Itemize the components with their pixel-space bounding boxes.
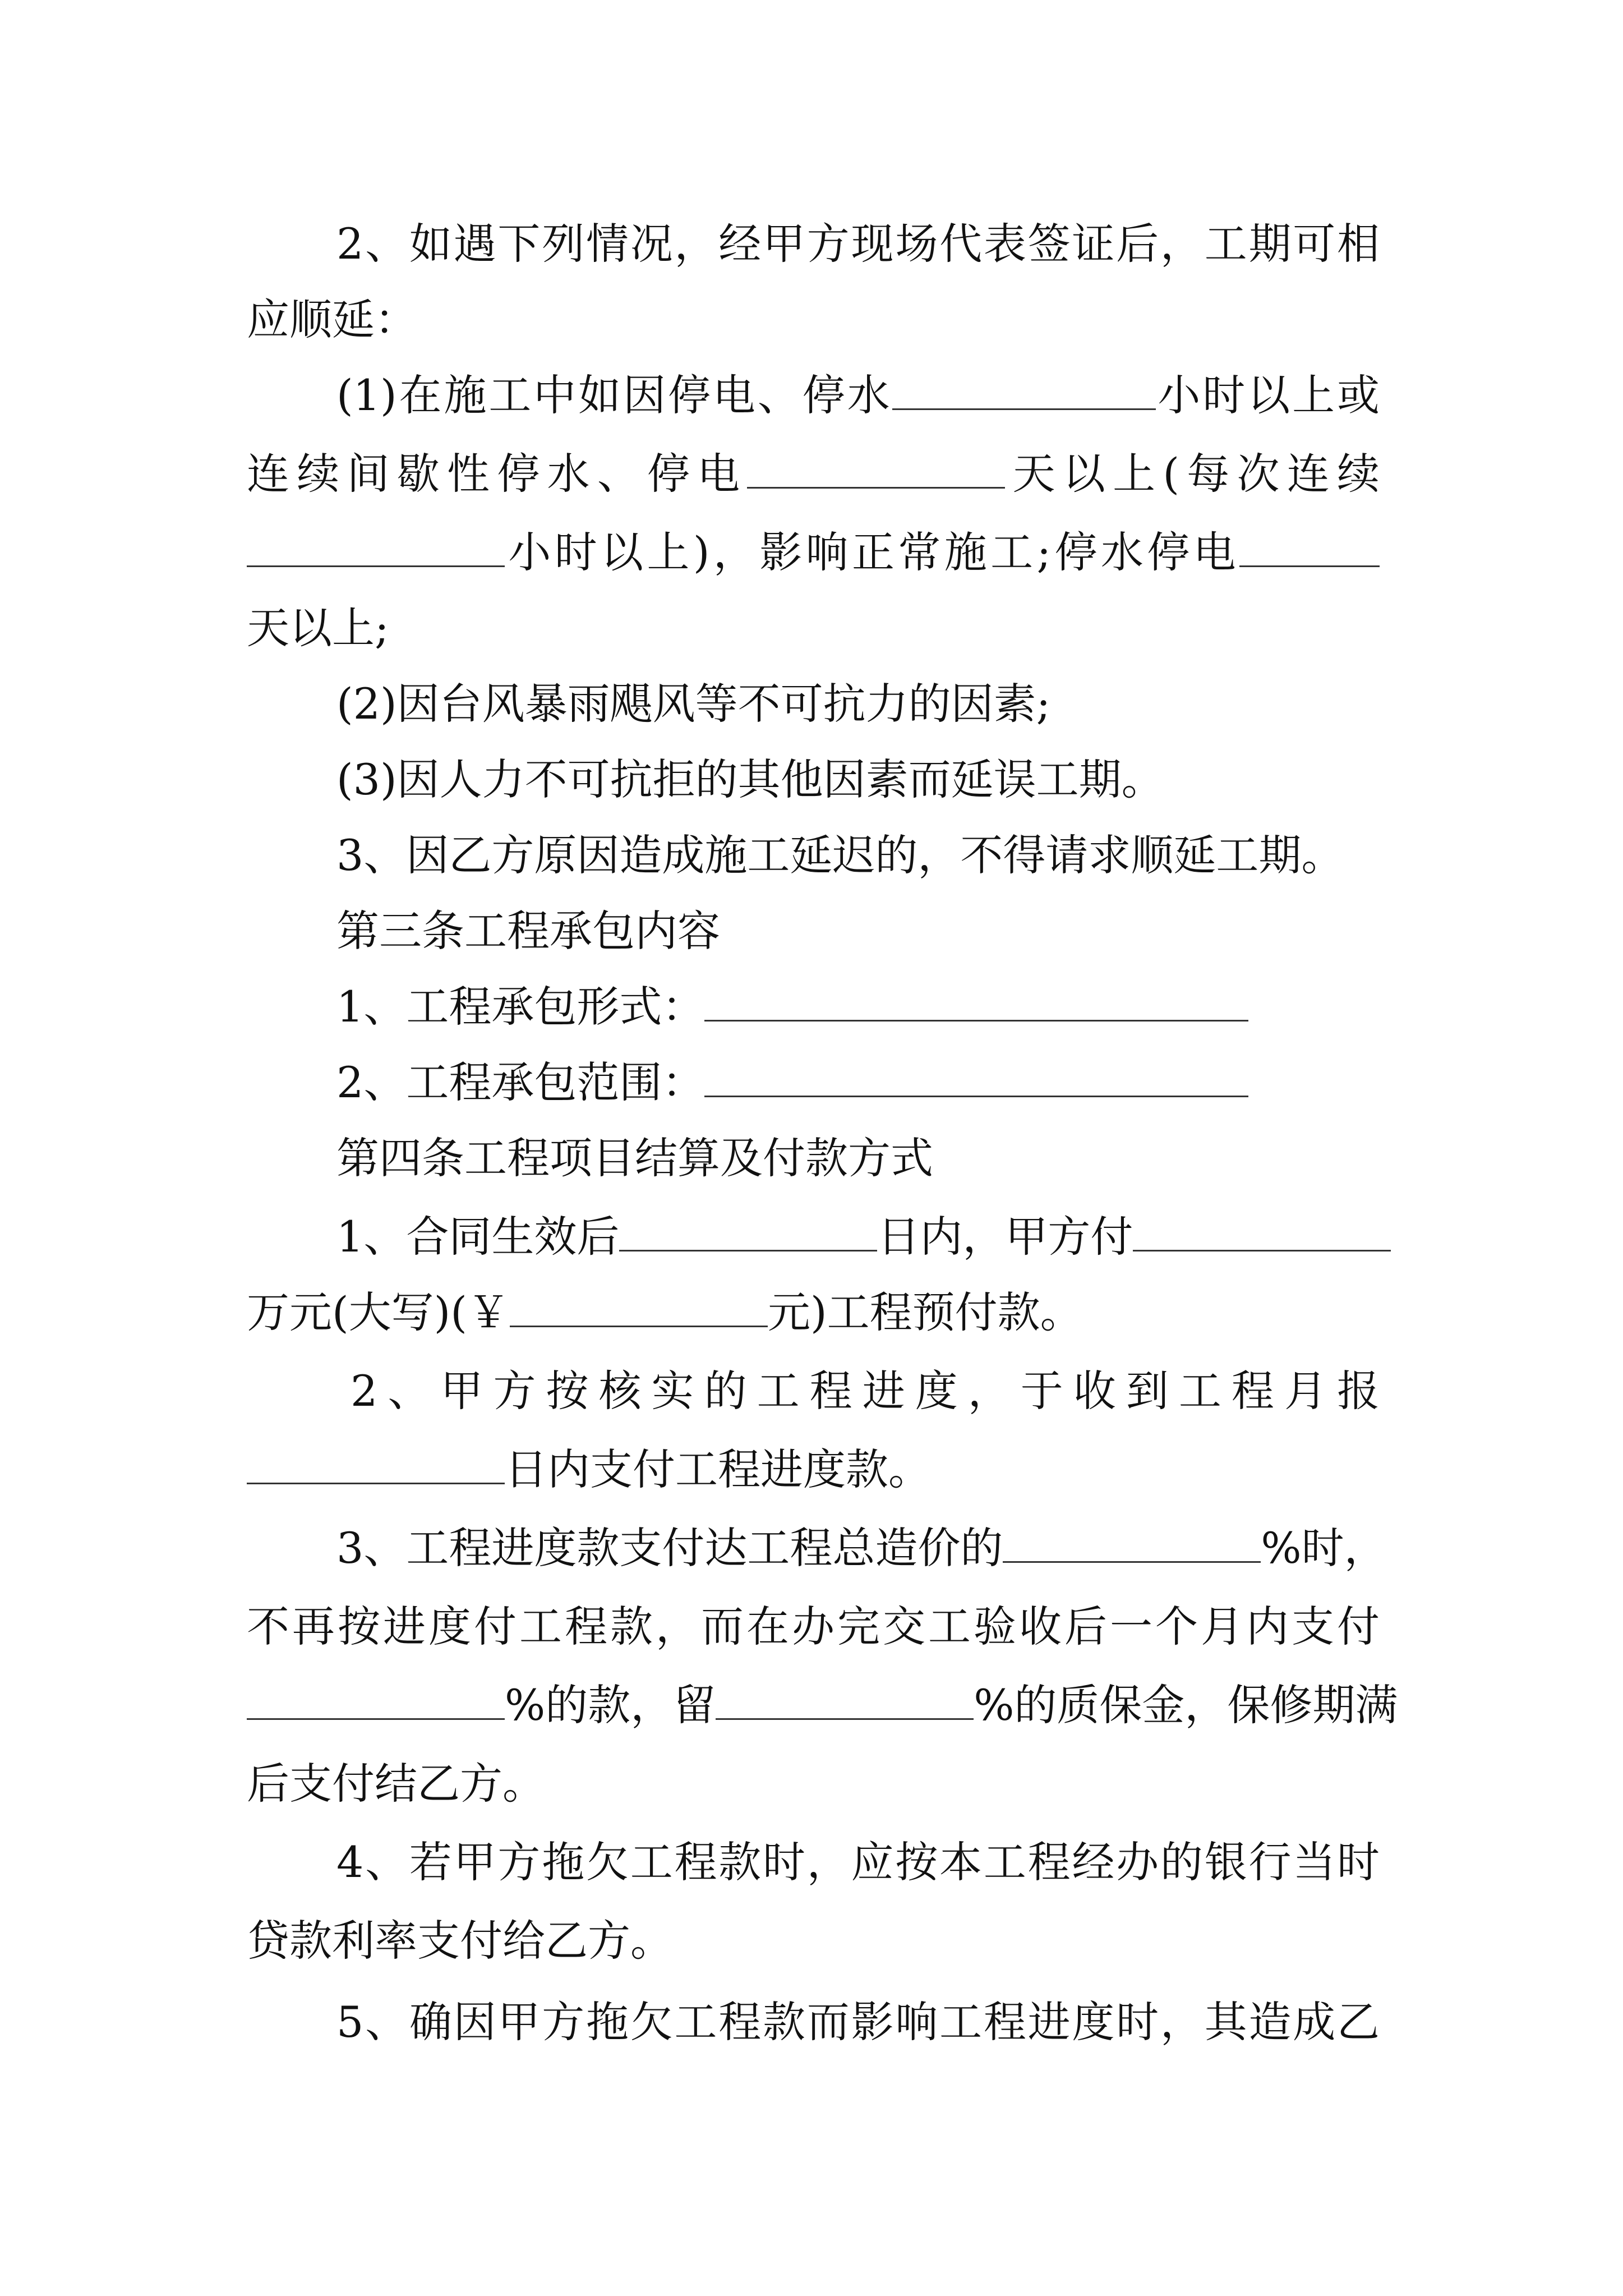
text-line bbox=[336, 1512, 1387, 1585]
text-line bbox=[336, 1826, 1380, 1899]
fill-in-blank bbox=[619, 1208, 877, 1251]
text: (3)因人力不可抗拒的其他因素而延误工期。 bbox=[336, 754, 1164, 804]
text-line bbox=[336, 1986, 1380, 2059]
text: %的款，留 bbox=[505, 1680, 716, 1730]
text: 2、甲方按核实的工程进度，于收到工程月报 bbox=[351, 1366, 1380, 1416]
text-line bbox=[247, 516, 1380, 589]
text: 应顺延： bbox=[247, 295, 417, 344]
text: 第三条工程承包内容 bbox=[336, 906, 720, 956]
section-heading bbox=[336, 1122, 1380, 1195]
text-line bbox=[247, 1590, 1380, 1663]
text-line bbox=[336, 819, 1380, 892]
text: (1)在施工中如因停电、停水 bbox=[336, 370, 892, 420]
text-line bbox=[336, 668, 1380, 740]
text-line bbox=[247, 283, 1380, 356]
text-line bbox=[247, 592, 1380, 665]
text: 元)工程预付款。 bbox=[767, 1287, 1083, 1337]
text: 天以上; bbox=[247, 603, 389, 653]
text: 小时以上)，影响正常施工;停水停电 bbox=[505, 527, 1239, 577]
text-line bbox=[247, 1747, 1380, 1820]
text: (2)因台风暴雨飓风等不可抗力的因素; bbox=[336, 679, 1051, 729]
text-line bbox=[351, 1355, 1380, 1428]
text: 贷款利率支付给乙方。 bbox=[247, 1916, 673, 1966]
text: 不再按进度付工程款，而在办完交工验收后一个月内支付 bbox=[247, 1602, 1380, 1651]
text: 1、工程承包形式： bbox=[336, 982, 705, 1032]
text-line bbox=[336, 359, 1380, 432]
text-line bbox=[336, 208, 1380, 280]
text: 2、如遇下列情况，经甲方现场代表签证后，工期可相 bbox=[336, 219, 1380, 269]
text: 5、确因甲方拖欠工程款而影响工程进度时，其造成乙 bbox=[336, 1997, 1380, 2047]
section-heading bbox=[336, 895, 1380, 968]
fill-in-blank bbox=[1003, 1520, 1261, 1563]
text: 后支付结乙方。 bbox=[247, 1759, 545, 1809]
text: 天以上(每次连续 bbox=[1005, 449, 1380, 499]
text: 小时以上或 bbox=[1155, 370, 1380, 420]
fill-in-blank bbox=[716, 1677, 974, 1720]
fill-in-blank bbox=[892, 367, 1156, 410]
fill-in-blank bbox=[247, 1677, 505, 1720]
text: 万元(大写)(￥ bbox=[247, 1287, 510, 1337]
text-line bbox=[247, 1276, 1380, 1349]
text: %的质保金，保修期满 bbox=[974, 1680, 1398, 1730]
text: 第四条工程项目结算及付款方式 bbox=[336, 1133, 933, 1183]
text: 3、工程进度款支付达工程总造价的 bbox=[336, 1523, 1003, 1573]
fill-in-blank bbox=[1133, 1208, 1391, 1251]
text: %时， bbox=[1261, 1523, 1387, 1573]
fill-in-blank bbox=[704, 978, 1248, 1022]
text-line bbox=[336, 1200, 1380, 1273]
fill-in-blank bbox=[510, 1284, 768, 1327]
text: 4、若甲方拖欠工程款时，应按本工程经办的银行当时 bbox=[336, 1837, 1380, 1887]
fill-in-blank bbox=[747, 445, 1005, 489]
text-line bbox=[247, 1669, 1398, 1742]
text: 3、因乙方原因造成施工延迟的，不得请求顺延工期。 bbox=[336, 830, 1344, 880]
text-line bbox=[247, 1433, 1380, 1506]
text-line bbox=[336, 743, 1380, 816]
text: 连续间歇性停水、停电 bbox=[247, 449, 748, 499]
text: 1、合同生效后 bbox=[336, 1212, 620, 1262]
fill-in-blank bbox=[247, 524, 505, 567]
fill-in-blank bbox=[1239, 524, 1380, 567]
text: 2、工程承包范围： bbox=[336, 1057, 705, 1107]
fill-in-blank bbox=[247, 1441, 505, 1484]
text-line bbox=[247, 438, 1380, 510]
text-line bbox=[336, 970, 1380, 1043]
text-line bbox=[336, 1046, 1380, 1119]
text: 日内支付工程进度款。 bbox=[505, 1444, 931, 1494]
text-line bbox=[247, 1904, 1380, 1977]
fill-in-blank bbox=[704, 1054, 1248, 1097]
text: 日内，甲方付 bbox=[877, 1212, 1133, 1262]
